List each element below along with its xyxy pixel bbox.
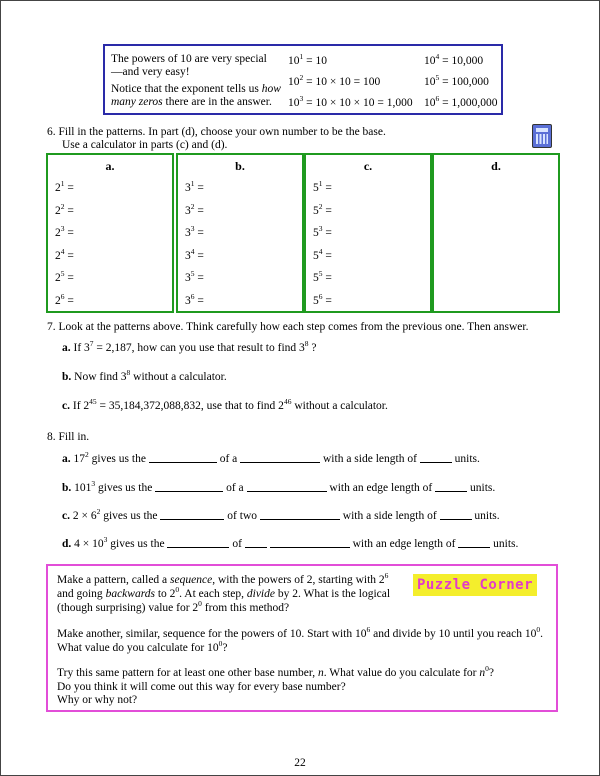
answer-blank[interactable] [270,537,350,548]
power-row [55,224,74,239]
answer-blank[interactable] [435,481,467,492]
puzzle-line-7: Do you think it will come out this way for every base number? [57,681,346,693]
power-base: 5 [313,294,319,307]
power-row [55,179,74,194]
page-number: 22 [294,757,306,769]
power-base: 3 [185,182,191,194]
power-base: 3 [185,272,191,284]
power-exponent: 1 [318,179,323,188]
answer-blank[interactable] [155,481,223,492]
q8-c: c. $2 \times 6^2$ gives us the of two with a side length of units. [62,507,500,522]
power-10-2: $10^2 = 10 \times 10 = 100$ [288,73,381,88]
power-exponent: 5 [318,269,323,278]
answer-blank[interactable] [149,452,217,463]
puzzle-line-3: (though surprising) value for $2^0$ from this method? [57,599,290,614]
power-10-3: $10^3 = 10 \times 10 \times 10 = 1,000$ [288,94,413,109]
equals-sign: = [64,294,74,307]
answer-blank[interactable] [440,509,472,520]
equals-sign: = [194,227,204,239]
power-base: 5 [313,227,319,239]
column-head: d. [491,159,501,173]
q8-b: b. $101^3$ gives us the of a with an edge length of units. [62,479,496,494]
answer-blank[interactable] [458,537,490,548]
answer-blank[interactable] [260,509,340,520]
equals-sign: = [194,204,204,217]
power-10-5: $10^5 = 100,000$ [424,73,489,88]
puzzle-line-5: What value do you calculate for $10^0$? [57,639,228,654]
power-exponent: 4 [190,246,195,256]
power-row [313,246,332,262]
q8-intro: 8. Fill in. [47,431,90,443]
info-line-2: —and very easy! [111,66,190,78]
power-row [313,269,332,284]
power-base: 3 [185,204,191,217]
power-base: 2 [55,182,61,194]
power-base: 3 [185,294,191,307]
power-exponent: 5 [60,269,65,278]
equals-sign: = [322,182,332,194]
answer-blank[interactable] [160,509,224,520]
power-10-1: $10^1 = 10$ [288,52,327,67]
power-base: 5 [313,272,319,284]
answer-blank[interactable] [167,537,229,548]
column-head: b. [235,159,245,173]
pattern-column-b [176,153,304,313]
equals-sign: = [64,204,74,217]
q6-line-2: Use a calculator in parts (c) and (d). [62,139,228,151]
equals-sign: = [322,249,332,262]
info-line-1: The powers of 10 are very special [111,53,267,65]
column-head: a. [105,159,115,173]
power-exponent: 4 [60,246,65,256]
puzzle-line-4: Make another, similar, sequence for the powers of 10. Start with $10^6$ and divide by 10 until you reach $10^0$. [57,625,543,640]
equals-sign: = [194,182,204,194]
q8-d: d. $4 \times 10^3$ gives us the of with an edge length of units. [62,535,519,550]
power-base: 2 [55,249,61,262]
power-row [185,291,204,307]
q7-c: c. If $2^{45} = 35,184,372,088,832$, use that to find $2^{46}$ without a calculator. [62,397,388,412]
power-base: 5 [313,204,319,217]
answer-blank[interactable] [247,481,327,492]
equals-sign: = [322,272,332,284]
power-row [313,291,332,307]
power-exponent: 6 [190,291,195,301]
power-row [185,179,204,194]
power-row [185,201,204,217]
power-base: 2 [55,227,61,239]
answer-blank[interactable] [420,452,452,463]
q7-intro: 7. Look at the patterns above. Think carefully how each step comes from the previous one. Then answer. [47,321,529,333]
power-base: 2 [55,272,61,284]
power-base: 2 [55,204,61,217]
q7-b: b. Now find $3^8$ without a calculator. [62,368,227,383]
power-row [185,269,204,284]
pattern-column-a [46,153,174,313]
power-base: 2 [55,294,61,307]
q7-a: a. If $3^7 = 2,187$, how can you use that result to find $3^8$ ? [62,339,317,354]
info-line-4: many zeros there are in the answer. [111,96,272,108]
power-row [55,201,74,217]
equals-sign: = [64,182,74,194]
power-exponent: 1 [190,179,195,188]
puzzle-line-2: and going backwards to $2^0$. At each step, divide by 2. What is the logical [57,585,391,600]
power-row [185,246,204,262]
equals-sign: = [194,294,204,307]
power-exponent: 5 [190,269,195,278]
equals-sign: = [64,249,74,262]
answer-blank[interactable] [245,537,267,548]
power-base: 5 [313,182,319,194]
power-base: 5 [313,249,319,262]
puzzle-corner-badge: Puzzle Corner [413,574,537,596]
power-exponent: 6 [60,291,65,301]
power-exponent: 6 [318,291,323,301]
puzzle-corner-box [46,564,558,712]
answer-blank[interactable] [240,452,320,463]
column-head: c. [363,159,373,173]
equals-sign: = [322,294,332,307]
power-base: 3 [185,249,191,262]
puzzle-line-1: Make a pattern, called a sequence, with the powers of 2, starting with $2^6$ [57,571,389,586]
equals-sign: = [194,272,204,284]
power-exponent: 3 [190,224,195,233]
pattern-column-c [304,153,432,313]
power-10-4: $10^4 = 10,000$ [424,52,484,67]
power-exponent: 2 [190,201,195,211]
powers-of-ten-box [103,44,503,115]
power-row [185,224,204,239]
power-exponent: 1 [60,179,65,188]
power-row [55,291,74,307]
power-exponent: 3 [60,224,65,233]
equals-sign: = [322,227,332,239]
power-row [313,224,332,239]
power-exponent: 3 [318,224,323,233]
equals-sign: = [322,204,332,217]
power-row [313,179,332,194]
power-base: 3 [185,227,191,239]
calculator-icon [532,124,552,148]
equals-sign: = [64,227,74,239]
power-exponent: 2 [60,201,65,211]
power-10-6: $10^6 = 1,000,000$ [424,94,498,109]
power-row [55,269,74,284]
power-exponent: 2 [318,201,323,211]
equals-sign: = [64,272,74,284]
power-row [55,246,74,262]
power-exponent: 4 [318,246,323,256]
puzzle-line-6: Try this same pattern for at least one other base number, n. What value do you calculate for $n^0$? [57,664,494,679]
equals-sign: = [194,249,204,262]
puzzle-line-8: Why or why not? [57,694,138,706]
q8-a: a. $17^2$ gives us the of a with a side length of units. [62,450,480,465]
pattern-column-d [432,153,560,313]
info-line-3: Notice that the exponent tells us how [111,83,281,95]
power-row [313,201,332,217]
q6-line-1: 6. Fill in the patterns. In part (d), choose your own number to be the base. [47,126,386,138]
